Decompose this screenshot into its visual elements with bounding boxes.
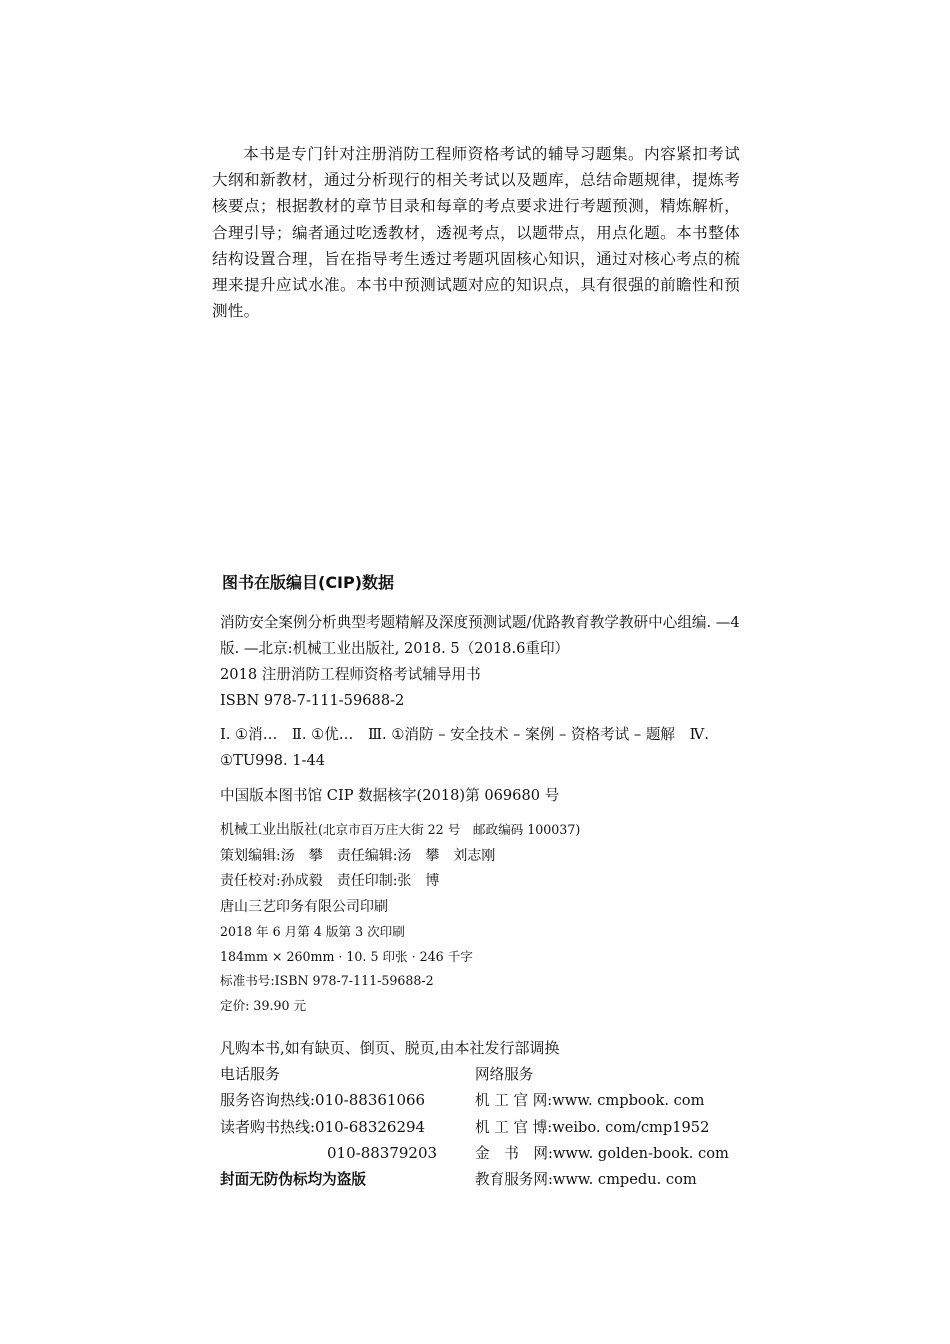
cip-number: 中国版本图书馆 CIP 数据核字(2018)第 069680 号 bbox=[220, 787, 560, 804]
printer: 唐山三艺印务有限公司印刷 bbox=[220, 898, 388, 915]
printing-supervisor: 责任印制:张 博 bbox=[336, 873, 440, 890]
service-row-3 bbox=[220, 1140, 740, 1166]
replacement-notice: 凡购本书,如有缺页、倒页、脱页,由本社发行部调换 bbox=[220, 1039, 560, 1057]
planning-editor: 策划编辑:汤 攀 bbox=[220, 847, 323, 864]
publisher-info bbox=[220, 818, 740, 1018]
consult-hotline: 服务咨询热线:010-88361066 bbox=[220, 1091, 426, 1110]
cip-subjects-block bbox=[203, 722, 748, 774]
cip-series: 2018 注册消防工程师资格考试辅导用书 bbox=[220, 666, 481, 683]
publisher-name: 机械工业出版社 bbox=[220, 822, 318, 838]
service-row-1 bbox=[220, 1087, 740, 1113]
web-service-heading: 网络服务 bbox=[475, 1066, 534, 1084]
service-row-4 bbox=[220, 1166, 740, 1192]
editors-line bbox=[220, 844, 740, 870]
cip-record-block bbox=[203, 610, 748, 714]
cip-subjects: Ⅰ. ①消… Ⅱ. ①优… Ⅲ. ①消防 – 安全技术 – 案例 – 资格考试 – 题解 Ⅳ. ①TU998. 1-44 bbox=[220, 726, 709, 769]
book-abstract: 本书是专门针对注册消防工程师资格考试的辅导习题集。内容紧扣考试大纲和新教材，通过分析现行的相关考试以及题库，总结命题规律，提炼考核要点；根据教材的章节目录和每章的考点要求进行考题预测，精炼解析，合理引导；编者通过吃透教材，透视考点，以题带点，用点化题。本书整体结构设置合理，旨在指导考生透过考题巩固核心知识，通过对核心考点的梳理来提升应试水准。本书中预测试题对应的知识点，具有很强的前瞻性和预测性。 bbox=[212, 145, 740, 321]
edition-info: 2018 年 6 月第 4 版第 3 次印刷 bbox=[220, 924, 405, 940]
proof-line bbox=[220, 869, 740, 895]
official-weibo: 机 工 官 博:weibo. com/cmp1952 bbox=[475, 1118, 710, 1136]
golden-book-website: 金 书 网:www. golden-book. com bbox=[475, 1144, 729, 1162]
standard-number: 标准书号:ISBN 978-7-111-59688-2 bbox=[220, 973, 434, 989]
cip-number-block bbox=[203, 783, 748, 809]
official-website: 机 工 官 网:www. cmpbook. com bbox=[475, 1092, 705, 1110]
format-info: 184mm × 260mm · 10. 5 印张 · 246 千字 bbox=[220, 948, 473, 964]
service-info bbox=[220, 1035, 740, 1192]
education-website: 教育服务网:www. cmpedu. com bbox=[475, 1170, 697, 1188]
anti-piracy-note: 封面无防伪标均为盗版 bbox=[220, 1170, 366, 1188]
service-headings-row bbox=[220, 1061, 740, 1087]
publisher-address: (北京市百万庄大街 22 号 邮政编码 100037) bbox=[318, 822, 581, 837]
reader-hotline: 读者购书热线:010-68326294 bbox=[220, 1117, 426, 1136]
service-row-2 bbox=[220, 1114, 740, 1140]
publisher-line bbox=[220, 818, 740, 844]
price: 定价: 39.90 元 bbox=[220, 997, 307, 1013]
cip-isbn: ISBN 978-7-111-59688-2 bbox=[220, 692, 405, 709]
cip-record: 消防安全案例分析典型考题精解及深度预测试题/优路教育教学教研中心组编. —4版. —北京:机械工业出版社, 2018. 5（2018.6重印） bbox=[220, 614, 740, 657]
proofreader: 责任校对:孙成毅 bbox=[220, 873, 323, 890]
cip-title: 图书在版编目(CIP)数据 bbox=[222, 573, 395, 592]
extra-hotline: 010-88379203 bbox=[327, 1143, 438, 1162]
notice-row bbox=[220, 1035, 740, 1061]
responsible-editor: 责任编辑:汤 攀 刘志刚 bbox=[336, 847, 496, 864]
phone-service-heading: 电话服务 bbox=[220, 1065, 281, 1084]
